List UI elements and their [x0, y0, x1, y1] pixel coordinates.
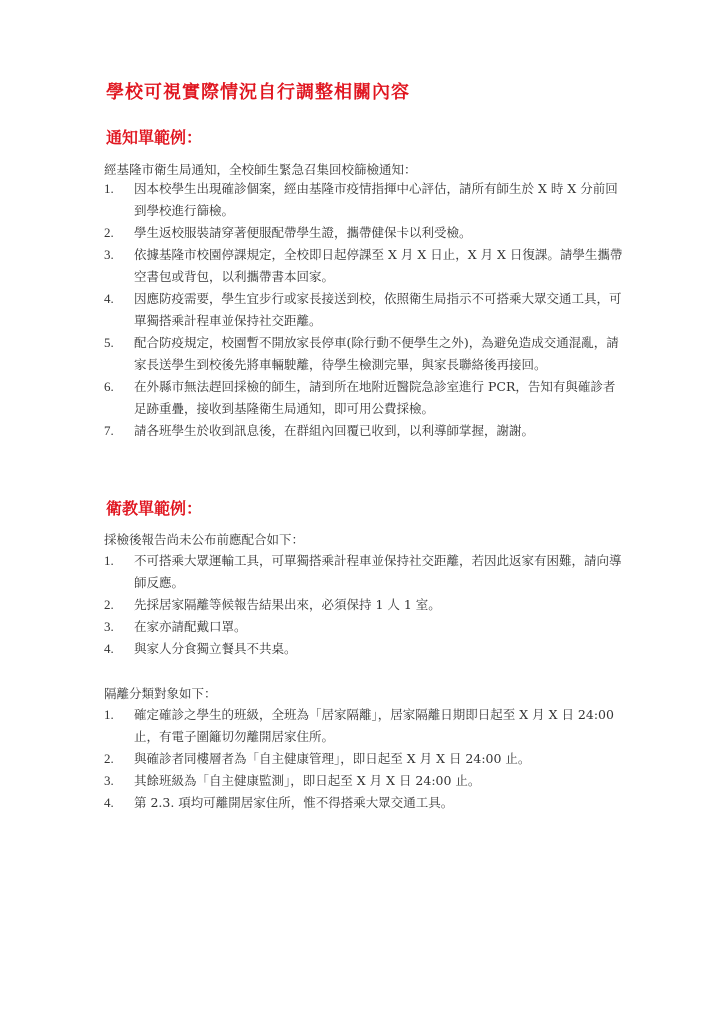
list-item	[104, 178, 624, 222]
list-item-number: 3.	[104, 773, 114, 788]
list-item-number: 6.	[104, 379, 114, 394]
list-item	[104, 748, 624, 770]
list-item-number: 5.	[104, 335, 114, 350]
list-item-text: 確定確診之學生的班級，全班為「居家隔離」，居家隔離日期即日起至 X 月 X 日 24:00 止，有電子圍籬切勿離開居家住所。	[134, 707, 614, 744]
list-item-number: 7.	[104, 423, 114, 438]
list-item	[104, 638, 624, 660]
list-item-text: 其餘班級為「自主健康監測」，即日起至 X 月 X 日 24:00 止。	[134, 773, 481, 788]
list-item-text: 因應防疫需要，學生宜步行或家長接送到校，依照衛生局指示不可搭乘大眾交通工具，可單獨搭乘計程車並保持社交距離。	[134, 291, 622, 328]
list-item-text: 學生返校服裝請穿著便服配帶學生證，攜帶健保卡以利受檢。	[134, 225, 472, 240]
list-item-number: 1.	[104, 707, 114, 722]
list-item	[104, 770, 624, 792]
list-item-number: 4.	[104, 641, 114, 656]
list-item	[104, 616, 624, 638]
list-item-text: 第 2.3. 項均可離開居家住所，惟不得搭乘大眾交通工具。	[134, 795, 454, 810]
list-item-number: 2.	[104, 751, 114, 766]
list-item-number: 3.	[104, 247, 114, 262]
list-item-text: 在家亦請配戴口罩。	[134, 619, 247, 634]
document-title: 學校可視實際情況自行調整相關內容	[106, 82, 410, 103]
list-item	[104, 550, 624, 594]
list-item-text: 依據基隆市校園停課規定，全校即日起停課至 X 月 X 日止，X 月 X 日復課。請學生攜帶空書包或背包，以利攜帶書本回家。	[134, 247, 623, 284]
list-item	[104, 244, 624, 288]
notice-list	[104, 178, 624, 442]
list-item-number: 1.	[104, 553, 114, 568]
list-item-number: 2.	[104, 225, 114, 240]
list-item	[104, 376, 624, 420]
list-item-number: 2.	[104, 597, 114, 612]
education-heading: 衛教單範例：	[106, 499, 203, 518]
notice-intro: 經基隆市衛生局通知，全校師生緊急召集回校篩檢通知：	[104, 162, 417, 177]
list-item-number: 4.	[104, 795, 114, 810]
education-list	[104, 550, 624, 660]
list-item-number: 4.	[104, 291, 114, 306]
list-item-text: 配合防疫規定，校園暫不開放家長停車(除行動不便學生之外)，為避免造成交通混亂，請家長送學生到校後先將車輛駛離，待學生檢測完畢，與家長聯絡後再接回。	[134, 335, 619, 372]
list-item	[104, 792, 624, 814]
list-item-text: 因本校學生出現確診個案，經由基隆市疫情指揮中心評估，請所有師生於 X 時 X 分前回到學校進行篩檢。	[134, 181, 618, 218]
notice-heading: 通知單範例：	[106, 128, 203, 147]
list-item-number: 3.	[104, 619, 114, 634]
list-item	[104, 332, 624, 376]
list-item-text: 在外縣市無法趕回採檢的師生，請到所在地附近醫院急診室進行 PCR，告知有與確診者足跡重疊，接收到基隆衛生局通知，即可用公費採檢。	[134, 379, 616, 416]
list-item-text: 與家人分食獨立餐具不共桌。	[134, 641, 297, 656]
education-intro: 採檢後報告尚未公布前應配合如下：	[104, 532, 305, 547]
list-item	[104, 420, 624, 442]
list-item	[104, 288, 624, 332]
list-item	[104, 704, 624, 748]
list-item-text: 與確診者同樓層者為「自主健康管理」，即日起至 X 月 X 日 24:00 止。	[134, 751, 531, 766]
isolation-list	[104, 704, 624, 814]
list-item-text: 不可搭乘大眾運輸工具，可單獨搭乘計程車並保持社交距離，若因此返家有困難，請向導師反應。	[134, 553, 622, 590]
list-item-number: 1.	[104, 181, 114, 196]
list-item-text: 請各班學生於收到訊息後，在群組內回覆已收到，以利導師掌握，謝謝。	[134, 423, 535, 438]
list-item	[104, 222, 624, 244]
list-item-text: 先採居家隔離等候報告結果出來，必須保持 1 人 1 室。	[134, 597, 441, 612]
list-item	[104, 594, 624, 616]
isolation-intro: 隔離分類對象如下：	[104, 686, 217, 701]
